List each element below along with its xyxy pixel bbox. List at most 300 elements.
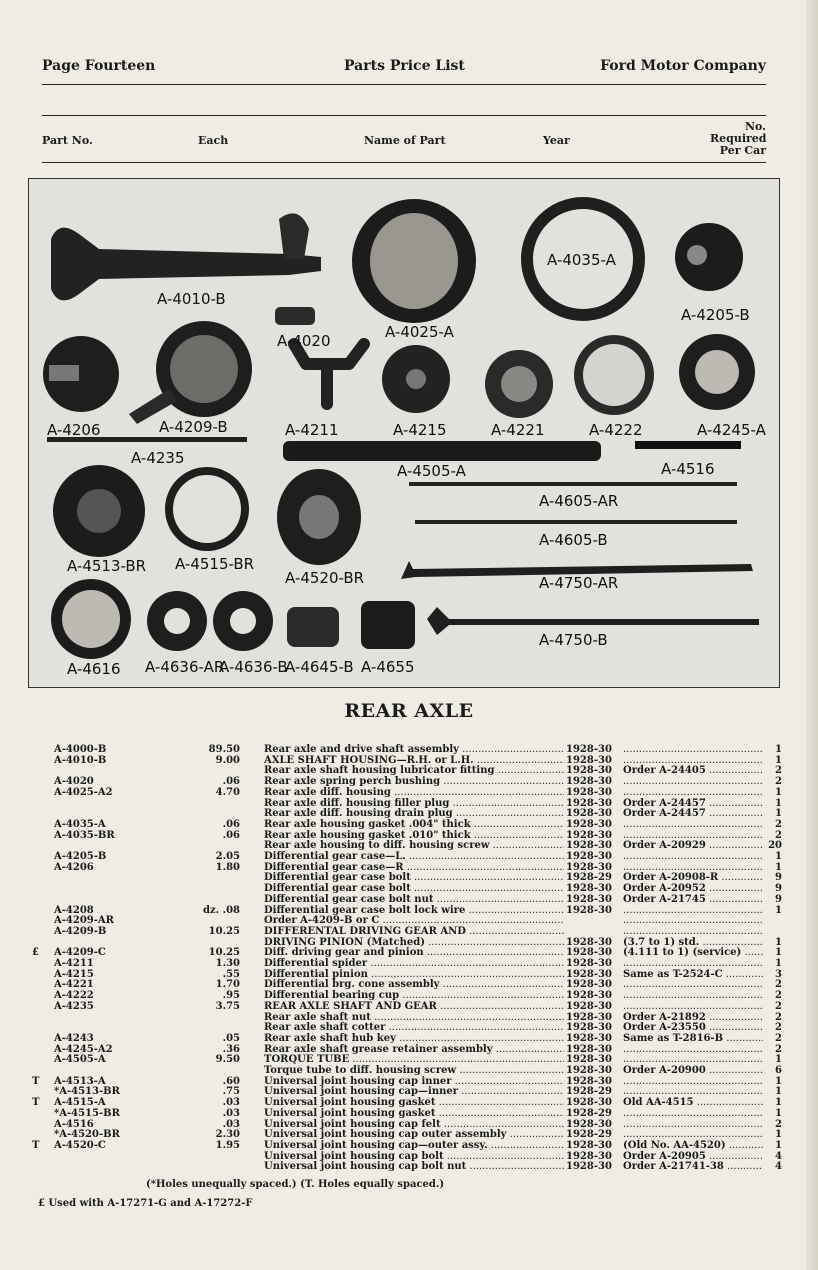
label-a4205b: A-4205-B [681, 306, 750, 324]
row-qty: 2 [775, 776, 782, 788]
row-year: 1928-29 [566, 1086, 612, 1098]
row-qty: 2 [775, 1011, 782, 1023]
row-year: 1928-30 [566, 754, 612, 766]
row-qty: 1 [775, 1129, 782, 1141]
row-price: .06 [222, 829, 240, 841]
row-price: .95 [222, 990, 240, 1002]
row-qty: 1 [775, 958, 782, 969]
row-price: 9.00 [215, 754, 240, 766]
row-year: 1928-30 [566, 1022, 612, 1034]
torque-tube-shape [283, 441, 601, 461]
label-a4605b: A-4605-B [539, 531, 608, 549]
column-rule-bottom [42, 162, 766, 163]
row-name: Rear axle and drive shaft assembly ..... [264, 744, 564, 755]
row-price: .75 [222, 1086, 240, 1098]
table-row [0, 947, 818, 958]
row-name: Diff. driving gear and pinion ..... [264, 947, 564, 958]
col-part-no: Part No. [42, 134, 93, 147]
row-part-no: *A-4520-BR [54, 1129, 120, 1141]
row-name: AXLE SHAFT HOUSING—R.H. or L.H. ..... [264, 755, 564, 766]
label-a4025a: A-4025-A [385, 323, 454, 341]
row-year: 1928-30 [566, 990, 612, 1002]
row-year: 1928-30 [566, 979, 612, 991]
parts-photo [28, 178, 780, 688]
row-year: 1928-30 [566, 1032, 612, 1044]
row-note: Order A-21892 ..... [623, 1012, 763, 1023]
ring-gear-center [170, 335, 238, 403]
row-year: 1928-30 [566, 1097, 612, 1109]
table-row [0, 872, 818, 883]
row-name: Differential gear case bolt lock wire ..... [264, 905, 564, 916]
row-note: Order A-24457 ..... [623, 808, 763, 819]
table-row [0, 830, 818, 841]
row-year: 1928-30 [566, 1075, 612, 1087]
table-row [0, 862, 818, 873]
row-price: 9.50 [215, 1054, 240, 1066]
row-name: Universal joint housing cap bolt nut ..... [264, 1161, 564, 1172]
label-a4206: A-4206 [47, 421, 101, 439]
row-qty: 2 [775, 1118, 782, 1130]
row-mark: T [32, 1139, 40, 1151]
diff-housing-opening [370, 213, 458, 309]
row-year: 1928-30 [566, 1054, 612, 1066]
row-part-no: A-4235 [54, 1000, 94, 1012]
row-note: Order A-20952 ..... [623, 883, 763, 894]
row-note: Order A-20908-R ..... [623, 872, 763, 883]
label-a4035a: A-4035-A [547, 251, 616, 269]
row-qty: 2 [775, 1022, 782, 1034]
col-each: Each [198, 134, 229, 147]
axle-bracket-shape [279, 213, 309, 259]
table-row [0, 1065, 818, 1076]
label-a4010b: A-4010-B [157, 290, 226, 308]
row-note [623, 1086, 763, 1097]
row-name: Rear axle diff. housing drain plug ..... [264, 808, 564, 819]
row-price: .60 [222, 1075, 240, 1087]
row-mark: £ [32, 947, 39, 959]
row-name: Differential gear case bolt ..... [264, 872, 564, 883]
row-part-no: A-4211 [54, 958, 94, 969]
row-price: .03 [222, 1097, 240, 1109]
row-year: 1928-30 [566, 776, 612, 788]
row-name: Differential spider ..... [264, 958, 564, 969]
table-row [0, 1129, 818, 1140]
row-year: 1928-30 [566, 786, 612, 798]
table-row [0, 990, 818, 1001]
row-name: Differential gear case bolt nut ..... [264, 894, 564, 905]
table-row [0, 979, 818, 990]
row-part-no: A-4205-B [54, 851, 107, 862]
table-row [0, 1044, 818, 1055]
row-year: 1928-30 [566, 744, 612, 755]
row-note: (Old No. AA-4520) ..... [623, 1140, 763, 1151]
table-row [0, 1151, 818, 1162]
joint-cap-outer-hole [299, 495, 339, 539]
row-name: Rear axle shaft hub key ..... [264, 1033, 564, 1044]
table-row [0, 765, 818, 776]
table-row [0, 1022, 818, 1033]
row-price: 2.30 [215, 1129, 240, 1141]
row-name: Rear axle diff. housing filler plug ..... [264, 798, 564, 809]
row-note [623, 958, 763, 969]
row-year: 1928-30 [566, 861, 612, 873]
row-note [623, 830, 763, 841]
row-qty: 2 [775, 990, 782, 1002]
col-year: Year [543, 134, 570, 147]
col-name: Name of Part [364, 134, 446, 147]
parts-illustration [29, 179, 779, 687]
row-name: DRIVING PINION (Matched) ..... [264, 937, 564, 948]
row-note: Order A-24457 ..... [623, 798, 763, 809]
row-year: 1928-30 [566, 883, 612, 895]
table-row [0, 819, 818, 830]
row-year: 1928-30 [566, 1161, 612, 1173]
row-note [623, 1129, 763, 1140]
label-a4235: A-4235 [131, 449, 185, 467]
row-price: 1.30 [215, 958, 240, 969]
felt-retainer-center [62, 590, 120, 648]
row-year: 1928-30 [566, 936, 612, 948]
bearing-cup-hole [583, 344, 645, 406]
row-name: Rear axle shaft housing lubricator fitting ..... [264, 765, 564, 776]
row-year: 1928-30 [566, 1011, 612, 1023]
row-name: Rear axle housing to diff. housing screw ..... [264, 840, 564, 851]
row-qty: 1 [775, 797, 782, 809]
row-note [623, 1054, 763, 1065]
page-number: Page Fourteen [42, 58, 156, 74]
row-name: TORQUE TUBE ..... [264, 1054, 564, 1065]
row-mark: T [32, 1097, 40, 1109]
table-row [0, 808, 818, 819]
table-row [0, 915, 818, 926]
label-a4605ar: A-4605-AR [539, 492, 619, 510]
row-note: Order A-20929 ..... [623, 840, 763, 851]
table-row [0, 851, 818, 862]
row-qty: 1 [775, 851, 782, 862]
label-a4655: A-4655 [361, 658, 415, 676]
joint-gasket-hole [173, 475, 241, 543]
row-qty: 9 [775, 893, 782, 905]
row-qty: 1 [775, 1097, 782, 1109]
row-note [623, 905, 763, 916]
row-part-no: A-4221 [54, 979, 94, 991]
table-row [0, 787, 818, 798]
row-year: 1928-30 [566, 808, 612, 820]
row-name: Rear axle housing gasket .010" thick ..... [264, 830, 564, 841]
row-part-no: A-4222 [54, 990, 94, 1002]
row-price: 1.95 [215, 1139, 240, 1151]
grease-retainer-center [695, 350, 739, 394]
row-qty: 4 [775, 1150, 782, 1162]
row-note [623, 1001, 763, 1012]
row-price: .03 [222, 1118, 240, 1130]
row-part-no: A-4520-C [54, 1139, 106, 1151]
row-part-no: A-4020 [54, 776, 94, 788]
row-name: Rear axle diff. housing ..... [264, 787, 564, 798]
row-qty: 1 [775, 1075, 782, 1087]
row-note [623, 990, 763, 1001]
bearing-cone-center [501, 366, 537, 402]
row-note [623, 1119, 763, 1130]
row-name: DIFFERENTAL DRIVING GEAR AND ..... [264, 926, 564, 937]
row-note [623, 979, 763, 990]
row-qty: 1 [775, 861, 782, 873]
footnote-used-with: £ Used with A-17271-G and A-17272-F [38, 1198, 253, 1209]
row-qty: 1 [775, 744, 782, 755]
row-qty: 6 [775, 1065, 782, 1076]
label-a4636ar: A-4636-AR [145, 658, 225, 676]
row-part-no: A-4209-C [54, 947, 106, 959]
pinion-gear-hole [406, 369, 426, 389]
row-qty: 1 [775, 786, 782, 798]
table-row [0, 958, 818, 969]
row-note [623, 851, 763, 862]
row-qty: 2 [775, 1000, 782, 1012]
joint-cap-inner-hole [77, 489, 121, 533]
row-name: Universal joint housing cap felt ..... [264, 1119, 564, 1130]
table-row [0, 894, 818, 905]
table-row [0, 1119, 818, 1130]
row-part-no: A-4215 [54, 968, 94, 980]
row-note [623, 1076, 763, 1087]
label-a4020: A-4020 [277, 332, 331, 350]
row-name: REAR AXLE SHAFT AND GEAR ..... [264, 1001, 564, 1012]
row-year: 1928-30 [566, 904, 612, 916]
row-year: 1928-29 [566, 872, 612, 884]
row-note: Order A-21741-38 ..... [623, 1161, 763, 1172]
row-year: 1928-30 [566, 958, 612, 969]
row-part-no: A-4505-A [54, 1054, 106, 1066]
row-qty: 2 [775, 1032, 782, 1044]
row-price: dz. .08 [202, 904, 240, 916]
row-name: Order A-4209-B or C ..... [264, 915, 564, 926]
row-qty: 1 [775, 947, 782, 959]
label-a4645b: A-4645-B [285, 658, 354, 676]
row-qty: 4 [775, 1161, 782, 1173]
row-qty: 20 [768, 840, 782, 852]
row-name: Rear axle spring perch bushing ..... [264, 776, 564, 787]
row-note: Order A-24405 ..... [623, 765, 763, 776]
row-part-no: A-4025-A2 [54, 786, 113, 798]
label-a4215: A-4215 [393, 421, 447, 439]
company-name: Ford Motor Company [600, 58, 766, 74]
felt-strip-shape [635, 441, 741, 449]
row-qty: 9 [775, 883, 782, 895]
row-mark: T [32, 1075, 40, 1087]
label-a4505a: A-4505-A [397, 462, 466, 480]
row-name: Rear axle housing gasket .004" thick ..... [264, 819, 564, 830]
sleeve-shape [361, 601, 415, 649]
table-row [0, 798, 818, 809]
table-row [0, 883, 818, 894]
row-price: 4.70 [215, 786, 240, 798]
row-part-no: A-4513-A [54, 1075, 106, 1087]
row-part-no: A-4208 [54, 904, 94, 916]
row-year: 1928-29 [566, 1107, 612, 1119]
row-part-no: A-4245-A2 [54, 1043, 113, 1055]
label-a4245a: A-4245-A [697, 421, 766, 439]
row-part-no: *A-4515-BR [54, 1107, 120, 1119]
row-price: .06 [222, 776, 240, 788]
radius-rod-a4605ar-shape [409, 482, 737, 486]
row-price: .36 [222, 1043, 240, 1055]
label-a4616: A-4616 [67, 660, 121, 678]
row-price: 10.25 [208, 925, 240, 937]
table-row [0, 1001, 818, 1012]
row-price: .55 [222, 968, 240, 980]
label-a4750ar: A-4750-AR [539, 574, 619, 592]
row-note [623, 1044, 763, 1055]
table-row [0, 1033, 818, 1044]
label-a4636b: A-4636-B [219, 658, 288, 676]
row-qty: 1 [775, 904, 782, 916]
row-note: Old AA-4515 ..... [623, 1097, 763, 1108]
row-year: 1928-30 [566, 968, 612, 980]
label-a4516: A-4516 [661, 460, 715, 478]
row-name: Differential gear case—L. ..... [264, 851, 564, 862]
row-name: Differential pinion ..... [264, 969, 564, 980]
row-note: (4.111 to 1) (service) ..... [623, 947, 763, 958]
row-note [623, 744, 763, 755]
table-row [0, 905, 818, 916]
spider-shape [294, 344, 364, 404]
row-note [623, 1108, 763, 1119]
row-qty: 2 [775, 829, 782, 841]
row-name: Rear axle shaft cotter ..... [264, 1022, 564, 1033]
row-qty: 1 [775, 1086, 782, 1098]
row-part-no: A-4243 [54, 1032, 94, 1044]
row-note: Same as T-2816-B ..... [623, 1033, 763, 1044]
gear-case-shape [675, 223, 743, 291]
row-part-no: A-4516 [54, 1118, 94, 1130]
row-name: Torque tube to diff. housing screw ..... [264, 1065, 564, 1076]
row-note: Same as T-2524-C ..... [623, 969, 763, 980]
label-a4209b: A-4209-B [159, 418, 228, 436]
column-rule-top [42, 115, 766, 116]
table-row [0, 1012, 818, 1023]
row-year: 1928-30 [566, 829, 612, 841]
table-row [0, 1054, 818, 1065]
row-qty: 2 [775, 765, 782, 777]
table-row [0, 776, 818, 787]
row-qty: 1 [775, 754, 782, 766]
row-name: Differential gear case—R ..... [264, 862, 564, 873]
row-name: Universal joint housing cap—inner ..... [264, 1086, 564, 1097]
row-name: Universal joint housing cap bolt ..... [264, 1151, 564, 1162]
roller-bearing-shape [287, 607, 339, 647]
lock-a4636ar-hole [164, 608, 190, 634]
row-qty: 2 [775, 979, 782, 991]
row-name: Differential bearing cup ..... [264, 990, 564, 1001]
row-note: (3.7 to 1) std. ..... [623, 937, 763, 948]
row-price: .06 [222, 818, 240, 830]
table-row [0, 1097, 818, 1108]
row-name: Universal joint housing gasket ..... [264, 1097, 564, 1108]
gear-case-hub [687, 245, 707, 265]
table-row [0, 1140, 818, 1151]
table-row [0, 969, 818, 980]
row-price: .03 [222, 1107, 240, 1119]
row-qty: 1 [775, 1054, 782, 1066]
row-name: Universal joint housing cap inner ..... [264, 1076, 564, 1087]
row-name: Differential brg. cone assembly ..... [264, 979, 564, 990]
row-year: 1928-29 [566, 1129, 612, 1141]
row-note [623, 819, 763, 830]
row-qty: 2 [775, 1043, 782, 1055]
label-a4513br: A-4513-BR [67, 557, 147, 575]
table-row [0, 1076, 818, 1087]
row-year: 1928-30 [566, 1043, 612, 1055]
row-year: 1928-30 [566, 1150, 612, 1162]
row-year: 1928-30 [566, 1000, 612, 1012]
row-price: 3.75 [215, 1000, 240, 1012]
row-year: 1928-30 [566, 1065, 612, 1076]
row-note: Order A-21745 ..... [623, 894, 763, 905]
radius-rod-a4605b-shape [415, 520, 737, 524]
row-qty: 1 [775, 808, 782, 820]
row-note: Order A-23550 ..... [623, 1022, 763, 1033]
table-row [0, 926, 818, 937]
row-price: 1.80 [215, 861, 240, 873]
section-title: REAR AXLE [344, 700, 474, 722]
row-note [623, 755, 763, 766]
label-a4221: A-4221 [491, 421, 545, 439]
table-row [0, 937, 818, 948]
row-qty: 1 [775, 1139, 782, 1151]
row-year: 1928-30 [566, 797, 612, 809]
row-part-no: A-4209-AR [54, 915, 114, 927]
row-qty: 1 [775, 1107, 782, 1119]
table-row [0, 755, 818, 766]
row-name: Universal joint housing cap outer assembly ..... [264, 1129, 564, 1140]
row-price: .05 [222, 1032, 240, 1044]
row-part-no: A-4206 [54, 861, 94, 873]
row-price: 10.25 [208, 947, 240, 959]
row-year: 1928-30 [566, 840, 612, 852]
row-price: 1.70 [215, 979, 240, 991]
row-note [623, 776, 763, 787]
table-row [0, 1108, 818, 1119]
row-part-no: A-4000-B [54, 744, 107, 755]
row-year: 1928-30 [566, 893, 612, 905]
row-year: 1928-30 [566, 765, 612, 777]
row-note [623, 926, 763, 937]
row-year: 1928-30 [566, 1118, 612, 1130]
bushing-shape [275, 307, 315, 325]
label-a4222: A-4222 [589, 421, 643, 439]
row-qty: 3 [775, 968, 782, 980]
row-year: 1928-30 [566, 818, 612, 830]
row-name: Rear axle shaft grease retainer assembly ..... [264, 1044, 564, 1055]
label-a4211: A-4211 [285, 421, 339, 439]
footnote-holes: (*Holes unequally spaced.) (T. Holes equally spaced.) [146, 1179, 445, 1190]
row-part-no: A-4035-BR [54, 829, 115, 841]
row-name: Differential gear case bolt ..... [264, 883, 564, 894]
page-header [42, 58, 766, 78]
row-part-no: A-4010-B [54, 754, 107, 766]
row-qty: 2 [775, 818, 782, 830]
row-part-no: A-4209-B [54, 925, 107, 937]
row-year: 1928-30 [566, 947, 612, 959]
label-a4515br: A-4515-BR [175, 555, 255, 573]
row-qty: 9 [775, 872, 782, 884]
row-note: Order A-20905 ..... [623, 1151, 763, 1162]
col-qty: No. Required Per Car [710, 120, 767, 157]
row-year: 1928-30 [566, 851, 612, 862]
row-note [623, 787, 763, 798]
diff-case-r-hub [49, 365, 79, 381]
row-price: 2.05 [215, 851, 240, 862]
